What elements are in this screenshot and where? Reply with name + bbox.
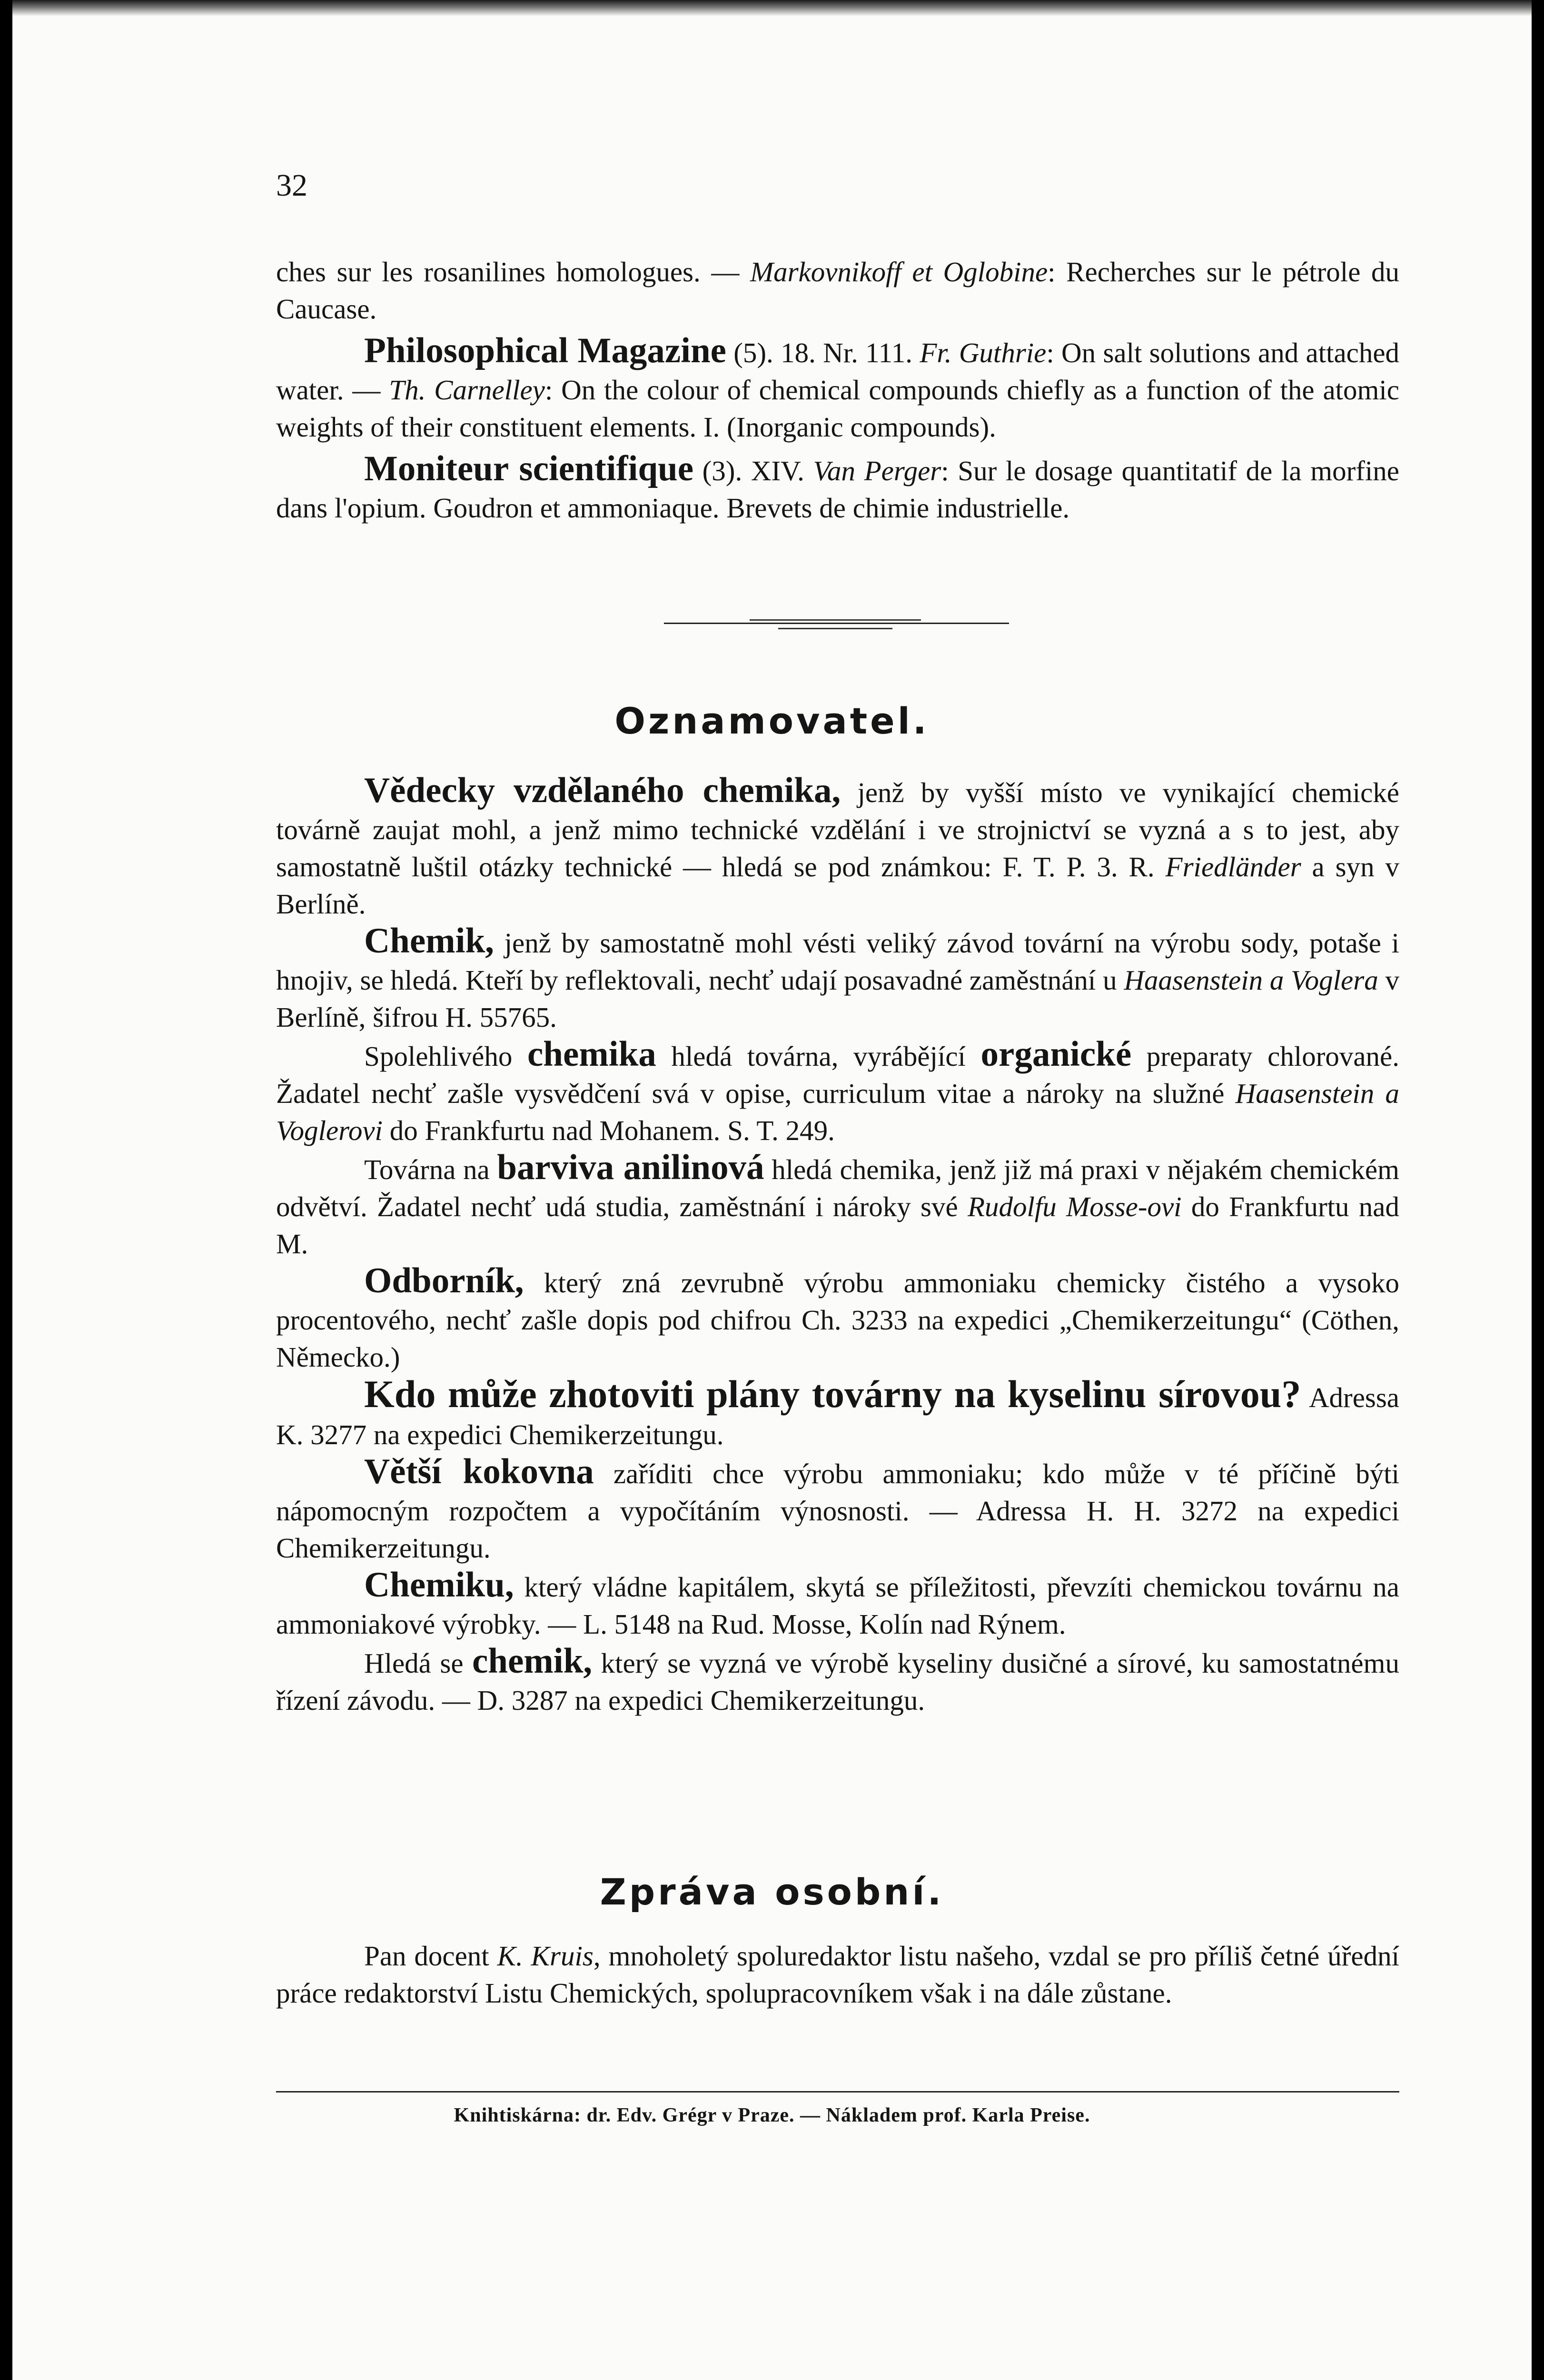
ad-item: Kdo může zhotoviti plány továrny na kyselinu sírovou? Adressa K. 3277 na expedici Chemikerzeitungu.	[276, 1372, 1399, 1450]
ad-item: Hledá se chemik, který se vyzná ve výrobě kyseliny dusičné a sírové, ku samostatnému řízení závodu. — D. 3287 na expedici Chemikerzeitungu.	[276, 1641, 1399, 1716]
ad-item: Větší kokovna zaříditi chce výrobu ammoniaku; kdo může v té příčině býti nápomocným rozpočtem a vypočítáním výnosnosti. — Adressa H. H. 3272 na expedici Chemikerzeitungu.	[276, 1452, 1399, 1564]
ad-item: Vědecky vzdělaného chemika, jenž by vyšší místo ve vynikající chemické továrně zaujat mohl, a jenž mimo technické vzdělání i ve strojnictví se vyzná a s to jest, aby samostatně luštil otázky technické — hledá se pod známkou: F. T. P. 3. R. Friedländer a syn v Berlíně.	[276, 771, 1399, 920]
imprint-footer: Knihtiskárna: dr. Edv. Grégr v Praze. — Nákladem prof. Karla Preise.	[454, 2104, 1090, 2126]
section-heading-zprava-osobni: Zpráva osobní.	[600, 1871, 944, 1913]
listing-paragraph-2: Philosophical Magazine (5). 18. Nr. 111. Fr. Guthrie: On salt solutions and attached water. — Th. Carnelley: On the colour of chemical compounds chiefly as a function of the atomic weights of their constituent elements. I. (Inorganic compounds).	[276, 331, 1400, 443]
scan-edge-top	[0, 0, 1544, 16]
journal-listings	[276, 253, 1399, 526]
section-divider	[664, 623, 1009, 624]
ad-item: Odborník, který zná zevrubně výrobu ammoniaku chemicky čistého a vysoko procentového, nechť zašle dopis pod chifrou Ch. 3233 na expedici „Chemikerzeitungu“ (Cöthen, Německo.)	[276, 1261, 1399, 1373]
advertisements	[276, 772, 1399, 1719]
ad-item: Chemiku, který vládne kapitálem, skytá se příležitosti, převzíti chemickou továrnu na ammoniakové výrobky. — L. 5148 na Rud. Mosse, Kolín nad Rýnem.	[276, 1565, 1399, 1640]
ad-item: Chemik, jenž by samostatně mohl vésti veliký závod tovární na výrobu sody, potaše i hnojiv, se hledá. Kteří by reflektovali, nechť udají posavadné zaměstnání u Haasenstein a Voglera v Berlíně, šifrou H. 55765.	[276, 921, 1400, 1033]
ad-item: Spolehlivého chemika hledá továrna, vyrábějící organické preparaty chlorované. Žadatel nechť zašle vysvědčení svá v opise, curriculum vitae a nároky na služné Haasenstein a Voglerovi do Frankfurtu nad Mohanem. S. T. 249.	[276, 1034, 1400, 1146]
listing-paragraph-1: ches sur les rosanilines homologues. — Markovnikoff et Oglobine: Recherches sur le pétrole du Caucase.	[276, 256, 1399, 325]
scan-edge-right	[1532, 0, 1544, 2380]
listing-paragraph-3: Moniteur scientifique (3). XIV. Van Perger: Sur le dosage quantitatif de la morfine dans l'opium. Goudron et ammoniaque. Brevets de chimie industrielle.	[276, 449, 1399, 524]
journal-title: Philosophical Magazine	[364, 331, 726, 370]
ad-item: Továrna na barviva anilinová hledá chemika, jenž již má praxi v nějakém chemickém odvětví. Žadatel nechť udá studia, zaměstnání i nároky své Rudolfu Mosse-ovi do Frankfurtu nad M.	[276, 1148, 1399, 1259]
scan-edge-left	[0, 0, 12, 2380]
personal-news-paragraph: Pan docent K. Kruis, mnoholetý spoluredaktor listu našeho, vzdal se pro příliš četné úřední práce redaktorství Listu Chemických, spolupracovníkem však i na dále zůstane.	[276, 1940, 1399, 2009]
personal-news	[276, 1937, 1399, 2012]
page-number: 32	[276, 168, 307, 203]
section-heading-oznamovatel: Oznamovatel.	[614, 700, 930, 742]
journal-title: Moniteur scientifique	[364, 449, 694, 488]
footer-rule	[276, 2091, 1399, 2092]
